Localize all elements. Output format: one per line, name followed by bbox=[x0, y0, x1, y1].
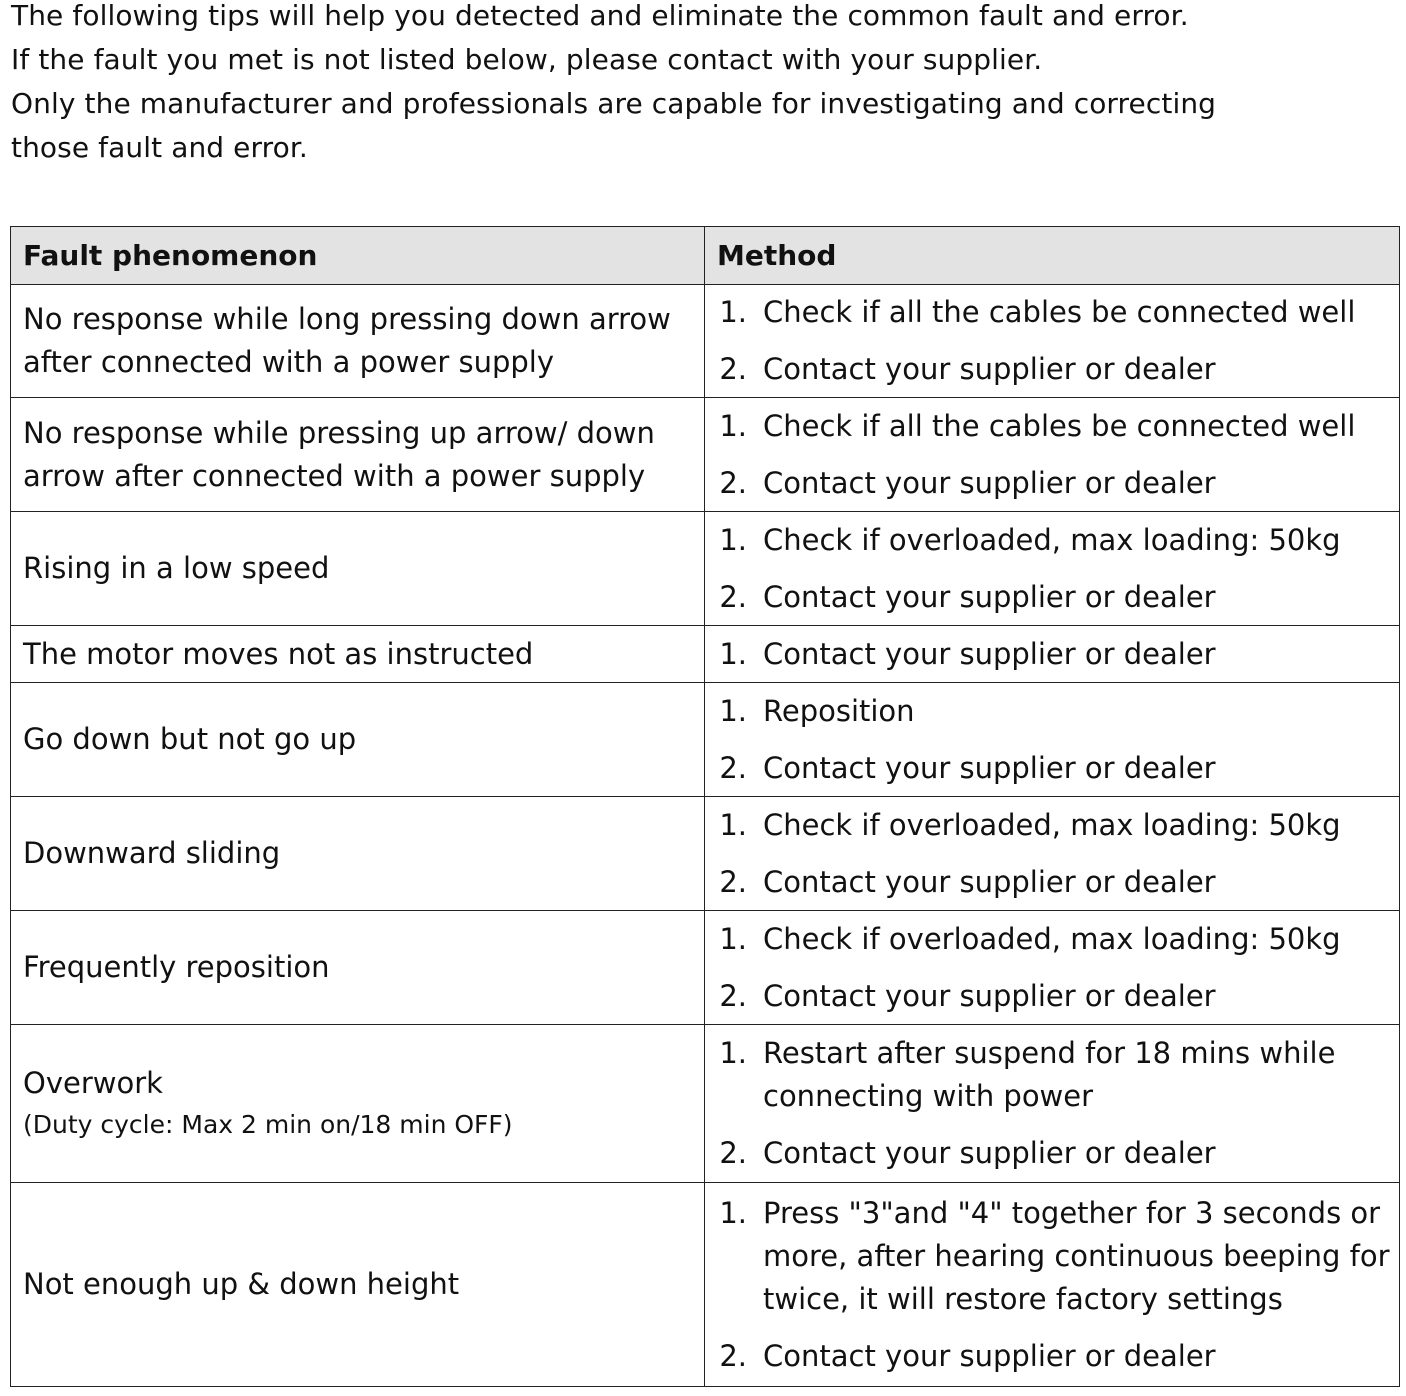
method-list bbox=[705, 804, 1391, 904]
method-item bbox=[705, 975, 1391, 1018]
method-cell bbox=[705, 1183, 1400, 1387]
method-text: Check if overloaded, max loading: 50kg bbox=[763, 921, 1341, 956]
method-number: 1. bbox=[719, 1036, 747, 1070]
fault-text: No response while pressing up arrow/ down arrow after connected with a power supply bbox=[23, 415, 655, 493]
method-number: 1. bbox=[719, 1195, 747, 1230]
method-cell bbox=[705, 512, 1400, 626]
method-number: 2. bbox=[719, 1136, 747, 1170]
method-text: Contact your supplier or dealer bbox=[763, 864, 1216, 899]
fault-text: Overwork bbox=[23, 1066, 163, 1100]
method-item bbox=[705, 1132, 1391, 1175]
method-number: 1. bbox=[719, 693, 747, 728]
table-body bbox=[11, 285, 1400, 1387]
table-row bbox=[11, 797, 1400, 911]
intro-line: Only the manufacturer and professionals are capable for investigating and correcting bbox=[11, 87, 1217, 120]
method-text: Contact your supplier or dealer bbox=[763, 636, 1216, 671]
fault-text: Downward sliding bbox=[23, 836, 281, 870]
method-list bbox=[705, 1032, 1391, 1175]
method-number: 1. bbox=[719, 636, 747, 671]
method-text: Check if overloaded, max loading: 50kg bbox=[763, 522, 1341, 557]
troubleshooting-table bbox=[10, 226, 1400, 1387]
method-list bbox=[705, 405, 1391, 505]
fault-cell bbox=[11, 398, 705, 512]
fault-cell bbox=[11, 512, 705, 626]
method-number: 1. bbox=[719, 807, 747, 842]
fault-text: Not enough up & down height bbox=[23, 1267, 460, 1301]
fault-text: Go down but not go up bbox=[23, 722, 357, 756]
method-item bbox=[705, 348, 1391, 391]
method-item bbox=[705, 1192, 1391, 1321]
method-number: 2. bbox=[719, 465, 747, 500]
method-text: Check if all the cables be connected well bbox=[763, 295, 1356, 329]
fault-cell bbox=[11, 797, 705, 911]
method-text: Contact your supplier or dealer bbox=[763, 352, 1216, 386]
method-number: 1. bbox=[719, 295, 747, 329]
intro-line: The following tips will help you detected and eliminate the common fault and error. bbox=[11, 0, 1189, 32]
table-row bbox=[11, 626, 1400, 683]
method-item bbox=[705, 1032, 1391, 1118]
method-text: Contact your supplier or dealer bbox=[763, 465, 1216, 500]
table-row bbox=[11, 1183, 1400, 1387]
fault-text: No response while long pressing down arrow after connected with a power supply bbox=[23, 302, 671, 379]
method-number: 2. bbox=[719, 1338, 747, 1373]
fault-cell bbox=[11, 285, 705, 398]
method-number: 2. bbox=[719, 978, 747, 1013]
table-row bbox=[11, 285, 1400, 398]
header-fault: Fault phenomenon bbox=[11, 227, 705, 285]
fault-note: (Duty cycle: Max 2 min on/18 min OFF) bbox=[23, 1110, 513, 1139]
method-number: 2. bbox=[719, 864, 747, 899]
method-item bbox=[705, 291, 1391, 334]
method-item bbox=[705, 690, 1391, 733]
method-item bbox=[705, 1335, 1391, 1378]
method-number: 2. bbox=[719, 579, 747, 614]
intro-text bbox=[11, 0, 1401, 170]
method-cell bbox=[705, 911, 1400, 1025]
method-text: Contact your supplier or dealer bbox=[763, 750, 1216, 785]
method-item bbox=[705, 918, 1391, 961]
method-cell bbox=[705, 1025, 1400, 1183]
table-row bbox=[11, 683, 1400, 797]
method-item bbox=[705, 519, 1391, 562]
method-cell bbox=[705, 285, 1400, 398]
method-number: 1. bbox=[719, 408, 747, 443]
table-row bbox=[11, 512, 1400, 626]
method-item bbox=[705, 747, 1391, 790]
method-text: Contact your supplier or dealer bbox=[763, 978, 1216, 1013]
table-row bbox=[11, 1025, 1400, 1183]
method-number: 1. bbox=[719, 921, 747, 956]
method-item bbox=[705, 462, 1391, 505]
method-number: 2. bbox=[719, 352, 747, 386]
method-item bbox=[705, 804, 1391, 847]
method-cell bbox=[705, 683, 1400, 797]
method-list bbox=[705, 1192, 1391, 1378]
method-cell bbox=[705, 626, 1400, 683]
fault-text: Rising in a low speed bbox=[23, 551, 330, 585]
method-list bbox=[705, 519, 1391, 619]
method-list bbox=[705, 291, 1391, 391]
table-header-row bbox=[11, 227, 1400, 285]
fault-text: The motor moves not as instructed bbox=[23, 636, 534, 671]
method-number: 2. bbox=[719, 750, 747, 785]
method-text: Contact your supplier or dealer bbox=[763, 1338, 1216, 1373]
fault-cell bbox=[11, 1183, 705, 1387]
method-text: Restart after suspend for 18 mins while connecting with power bbox=[763, 1036, 1336, 1113]
method-text: Contact your supplier or dealer bbox=[763, 1136, 1216, 1170]
fault-text: Frequently reposition bbox=[23, 950, 330, 984]
method-list bbox=[705, 690, 1391, 790]
method-cell bbox=[705, 797, 1400, 911]
method-list bbox=[705, 918, 1391, 1018]
method-text: Reposition bbox=[763, 693, 915, 728]
table-row bbox=[11, 911, 1400, 1025]
method-text: Press "3"and "4" together for 3 seconds or more, after hearing continuous beeping for twice, it will restore factory settings bbox=[763, 1195, 1390, 1316]
method-list bbox=[705, 633, 1391, 676]
fault-cell bbox=[11, 683, 705, 797]
method-item bbox=[705, 576, 1391, 619]
fault-cell bbox=[11, 626, 705, 683]
method-number: 1. bbox=[719, 522, 747, 557]
fault-cell bbox=[11, 911, 705, 1025]
header-method: Method bbox=[705, 227, 1400, 285]
method-text: Check if overloaded, max loading: 50kg bbox=[763, 807, 1341, 842]
table-row bbox=[11, 398, 1400, 512]
method-item bbox=[705, 633, 1391, 676]
method-cell bbox=[705, 398, 1400, 512]
intro-line: If the fault you met is not listed below, please contact with your supplier. bbox=[11, 43, 1043, 76]
method-item bbox=[705, 405, 1391, 448]
intro-line: those fault and error. bbox=[11, 131, 308, 164]
method-item bbox=[705, 861, 1391, 904]
method-text: Check if all the cables be connected well bbox=[763, 408, 1356, 443]
fault-cell bbox=[11, 1025, 705, 1183]
method-text: Contact your supplier or dealer bbox=[763, 579, 1216, 614]
